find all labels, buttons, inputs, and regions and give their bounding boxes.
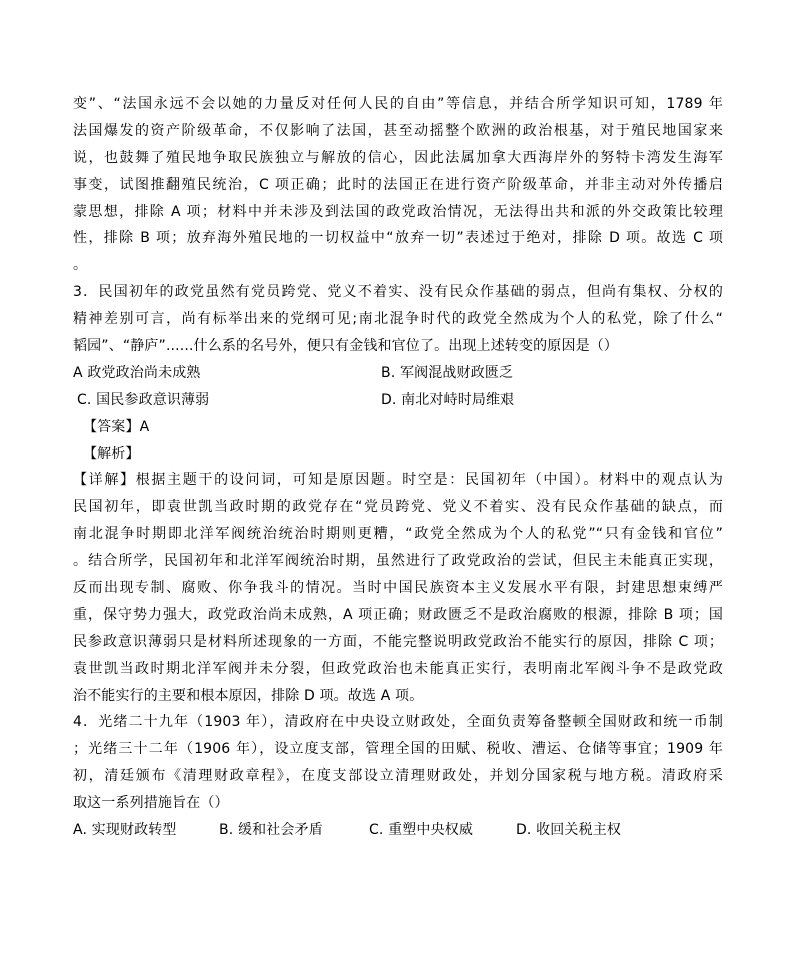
q4-stem-line-2: ；光绪三十二年（1906 年），设立度支部，管理全国的田赋、税收、漕运、仓储等事宜；1909 年 [73,741,723,758]
q4-stem-line-1: 4．光绪二十九年（1903 年），清政府在中央设立财政处，全面负责筹备整顿全国财政和统一币制 [73,714,723,731]
q3-analysis-label: 【解析】 [83,445,140,462]
q3-detail-line-3: 南北混争时期即北洋军阀统治统治时期则更糟，“政党全然成为个人的私党”“只有金钱和官位” [73,526,723,543]
q2-explanation-line-1: 变”、“法国永远不会以她的力量反对任何人民的自由”等信息，并结合所学知识可知，1789 年 [73,96,723,112]
q3-detail-line-9: 治不能实行的主要和根本原因，排除 D 项。故选 A 项。 [73,687,424,704]
q3-option-d: D. 南北对峙时局维艰 [381,391,515,408]
q3-stem-line-1: 3．民国初年的政党虽然有党员跨党、党义不着实、没有民众作基础的弱点，但尚有集权、分权的 [73,284,723,301]
q2-explanation-line-5: 蒙思想，排除 A 项；材料中并未涉及到法国的政党政治情况，无法得出共和派的外交政策比较理 [73,203,723,220]
q4-option-d: D. 收回关税主权 [516,822,622,839]
q3-stem-line-2: 精神差别可言，尚有标举出来的党纲可见;南北混争时代的政党全然成为个人的私党，除了什么“ [73,311,723,328]
q3-options-row-1 [73,360,723,387]
document-body [73,91,723,844]
q3-detail-line-2: 民国初年，即袁世凯当政时期的政党存在“党员跨党、党义不着实、没有民众作基础的缺点，而 [73,499,723,516]
q2-explanation-line-7: 。 [73,257,88,274]
q3-option-c: C. 国民参政意识薄弱 [77,391,210,408]
q4-option-a: A. 实现财政转型 [73,822,177,839]
q3-detail-line-8: 袁世凯当政时期北洋军阀并未分裂，但政党政治也未能真正实行，表明南北军阀斗争不是政党政 [73,660,723,677]
q2-explanation-line-6: 性，排除 B 项；放弃海外殖民地的一切权益中“放弃一切”表述过于绝对，排除 D 项。故选 C 项 [73,230,723,247]
q2-explanation-line-3: 说，也鼓舞了殖民地争取民族独立与解放的信心，因此法属加拿大西海岸外的努特卡湾发生海军 [73,149,723,166]
q2-explanation-line-4: 事变，试图推翻殖民统治，C 项正确；此时的法国正在进行资产阶级革命，并非主动对外传播启 [73,176,723,193]
q4-stem-line-4: 取这一系列措施旨在（） [73,795,229,812]
q3-detail-line-4: 。结合所学，民国初年和北洋军阀统治时期，虽然进行了政党政治的尝试，但民主未能真正实现， [73,553,723,570]
q3-detail-line-5: 反而出现专制、腐败、你争我斗的情况。当时中国民族资本主义发展水平有限，封建思想束缚严 [73,580,723,597]
q4-option-b: B. 缓和社会矛盾 [219,822,323,839]
q3-option-b: B. 军阀混战财政匮乏 [381,364,514,381]
q4-option-c: C. 重塑中央权威 [369,822,474,839]
q3-stem-line-3: 韬园”、“静庐”......什么系的名号外，便只有金钱和官位了。出现上述转变的原因是（） [73,338,619,355]
q3-detail-line-7: 民参政意识薄弱只是材料所述现象的一方面，不能完整说明政党政治不能实行的原因，排除 C 项； [73,633,723,650]
q3-detail-line-6: 重，保守势力强大，政党政治尚未成熟，A 项正确；财政匮乏不是政治腐败的根源，排除 B 项；国 [73,606,723,623]
q3-answer: 【答案】A [83,418,150,435]
q4-options-row [73,817,723,844]
q3-detail-line-1: 【详解】根据主题干的设问词，可知是原因题。时空是：民国初年（中国）。材料中的观点认为 [73,472,723,489]
q3-option-a: A 政党政治尚未成熟 [73,364,201,381]
q2-explanation-line-2: 法国爆发的资产阶级革命，不仅影响了法国，甚至动摇整个欧洲的政治根基，对于殖民地国家来 [73,122,723,139]
q4-stem-line-3: 初，清廷颁布《清理财政章程》，在度支部设立清理财政处，并划分国家税与地方税。清政府采 [73,768,723,785]
q3-options-row-2 [73,387,723,414]
